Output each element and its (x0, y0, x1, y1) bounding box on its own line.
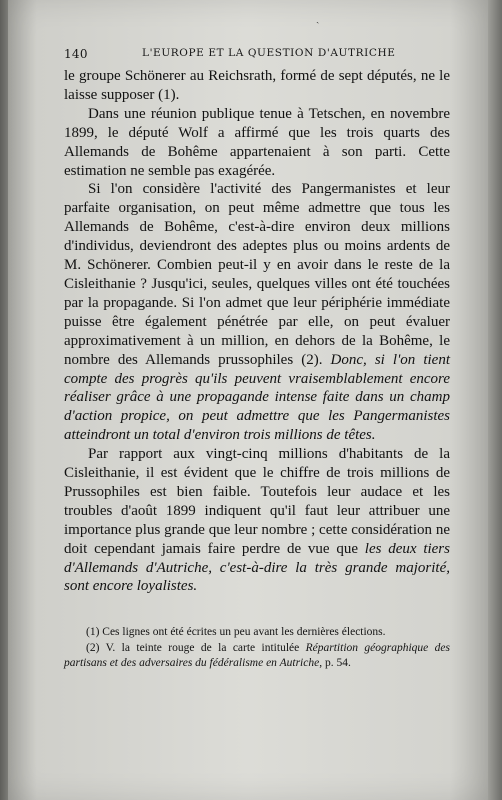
body-text (64, 67, 450, 596)
scan-shadow-right (488, 0, 502, 800)
page-number: 140 (64, 47, 88, 61)
footnote-text: (2) V. la teinte rouge de la carte intitulée (86, 641, 300, 654)
footnotes (64, 625, 450, 672)
paragraph-text: Dans une réunion publique tenue à Tetschen, en novembre 1899, le député Wolf a affirmé que les trois quarts des Allemands de Bohême appartenaient à son parti. Cette estimation ne semble pas exagérée. (64, 105, 450, 179)
paragraph-continuation (64, 67, 450, 105)
paragraph-tetschen (64, 105, 450, 181)
paragraph-text: Si l'on considère l'activité des Pangermanistes et leur parfaite organisation, on peut même admettre que tous les Allemands de Bohême, c'est-à-dire environ deux millions d'individus, deviendront des adeptes plus ou moins ardents de M. Schönerer. Combien peut-il y en avoir dans le reste de la Cisleithanie ? Jusqu'ici, seules, quelques villes ont été touchées par la propagande. Si l'on admet que leur périphérie immédiate puisse être également pénétrée par elle, on peut évaluer approximativement à un million, en dehors de la Bohême, le nombre des Allemands prussophiles (2). (64, 181, 450, 368)
footnote-2 (64, 641, 450, 672)
footnote-page-ref: , p. 54. (319, 657, 351, 669)
ink-speck: ˏ (316, 13, 320, 24)
paragraph-emphasis: les deux tiers d'Allemands d'Autriche, c'est-à-dire la très grande majorité, sont encore loyalistes. (64, 540, 450, 595)
paragraph-text: Par rapport aux vingt-cinq millions d'habitants de la Cisleithanie, il est évident que le chiffre de trois millions de Prussophiles est bien faible. Toutefois leur audace et les troubles d'août 1899 indiquent qu'il faut leur attribuer une importance plus grande que leur nombre ; cette considération ne doit cependant jamais faire perdre de vue que (64, 446, 450, 557)
page-header (64, 47, 448, 61)
paragraph-cisleithanie (64, 445, 450, 596)
footnote-text: (1) Ces lignes ont été écrites un peu avant les dernières élections. (86, 626, 386, 638)
paragraph-pangermanistes (64, 180, 450, 445)
running-title: L'EUROPE ET LA QUESTION D'AUTRICHE (142, 47, 396, 59)
footnote-map-title: Répartition géographique des partisans et des adversaires du fédéralisme en Autriche (64, 641, 450, 669)
paragraph-text: le groupe Schönerer au Reichsrath, formé de sept députés, ne le laisse supposer (1). (64, 68, 450, 103)
footnote-1 (64, 625, 450, 641)
paragraph-emphasis: Donc, si l'on tient compte des progrès qu'ils peuvent vraisemblablement encore réaliser grâce à une propagande intense faite dans un champ d'action propice, on peut admettre que les Pangermanistes atteindront un total d'environ trois millions de têtes. (64, 351, 450, 444)
